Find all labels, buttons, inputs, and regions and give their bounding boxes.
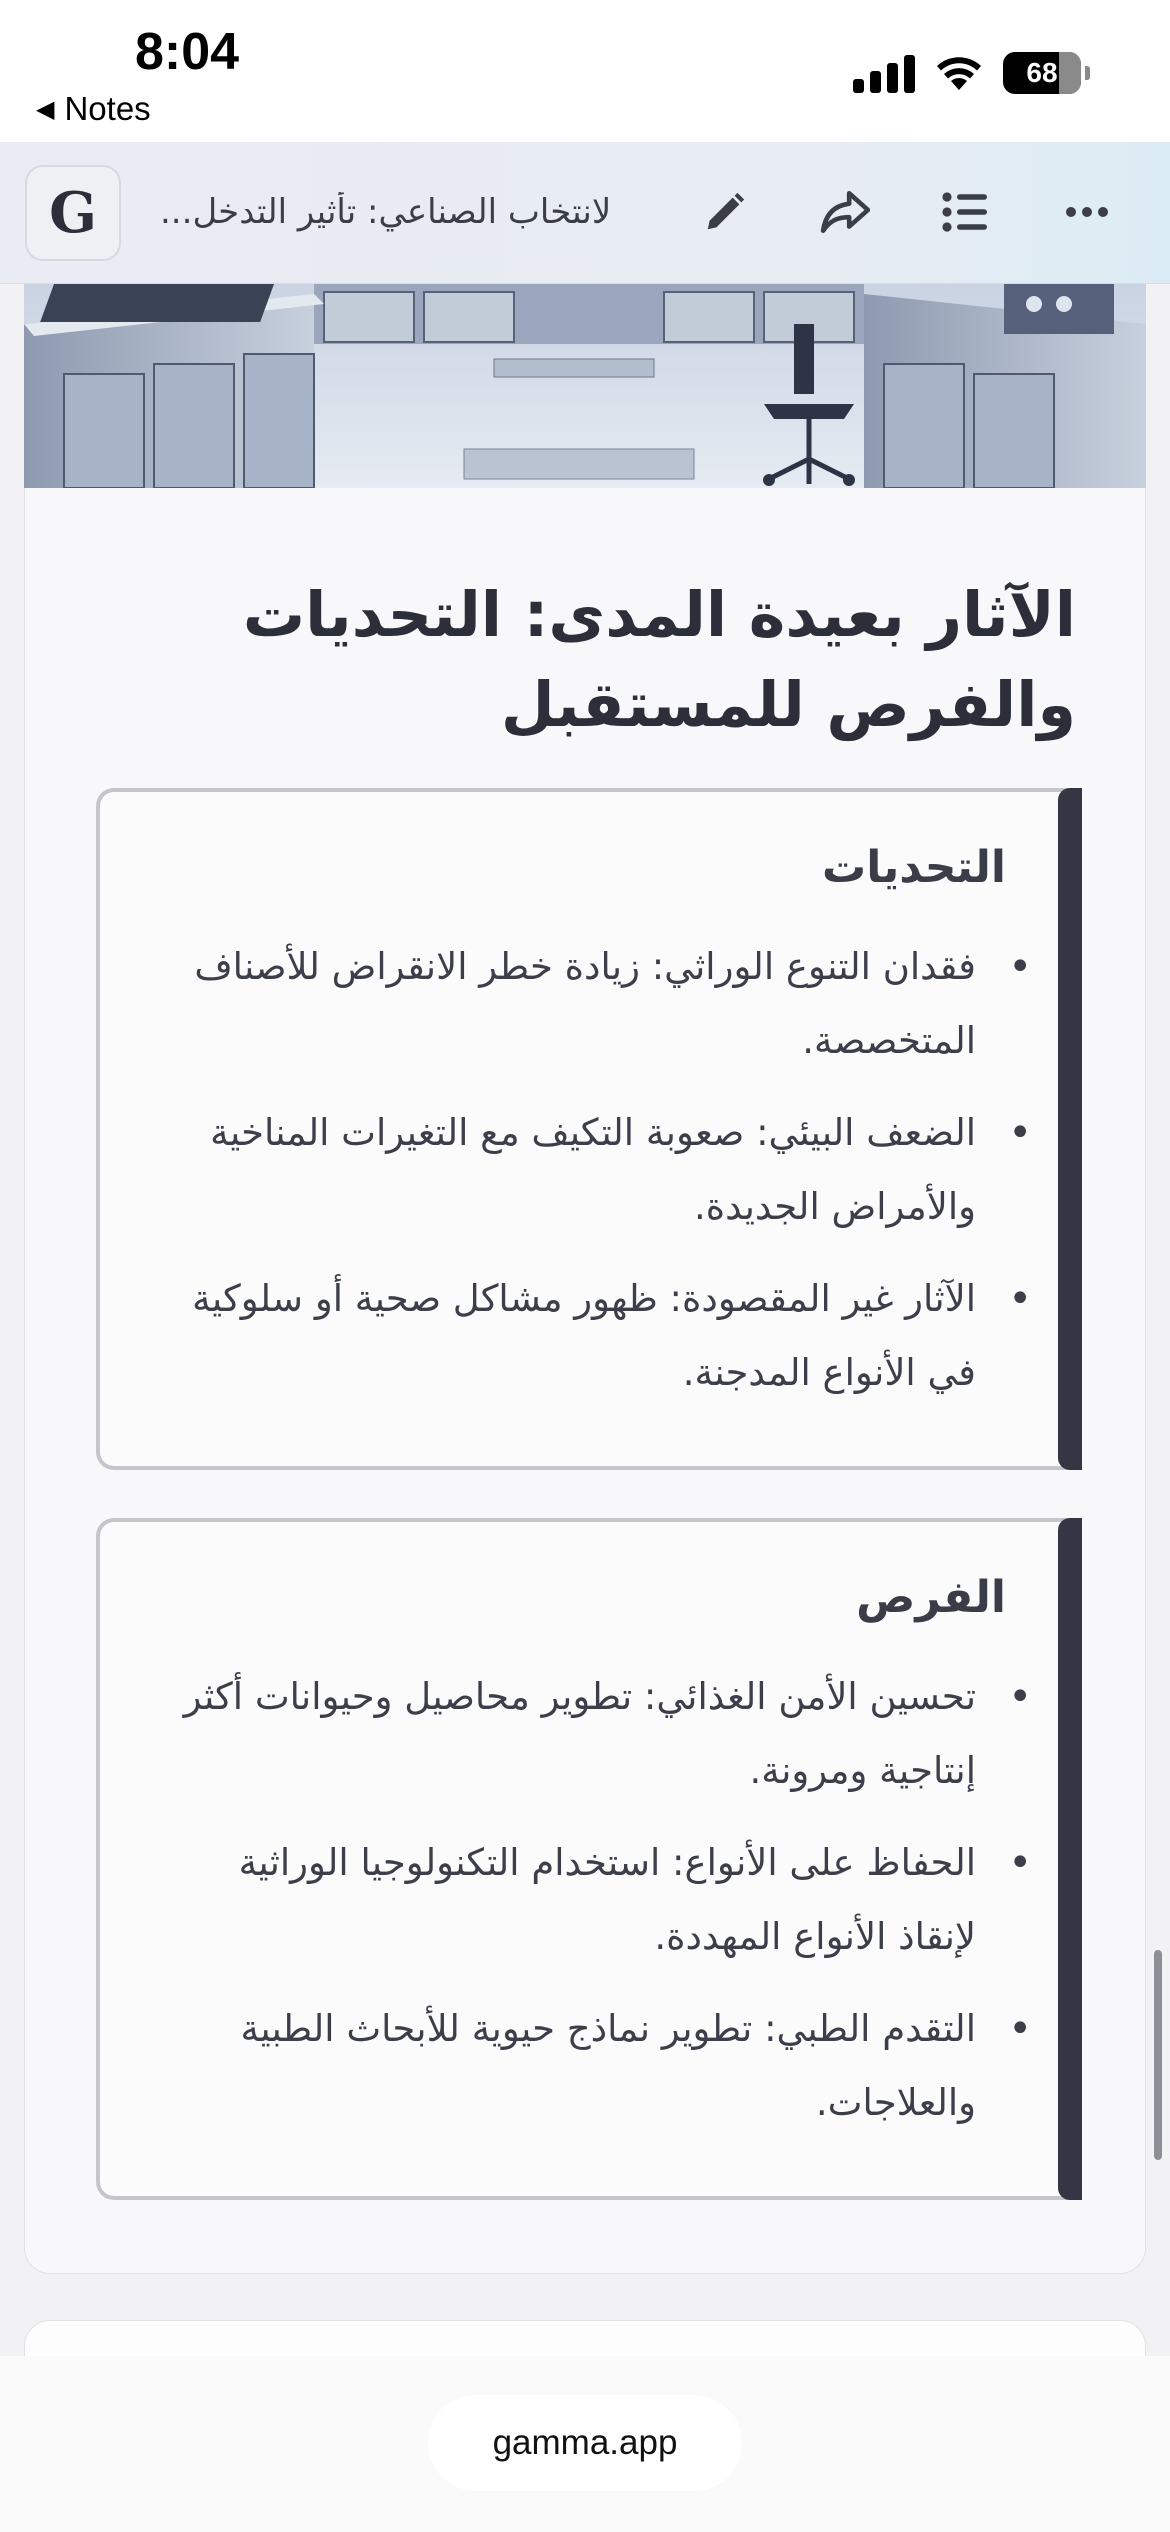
challenges-title: التحديات (822, 842, 1006, 893)
cellular-signal-icon (853, 53, 915, 93)
more-options-icon[interactable] (1057, 182, 1117, 242)
list-item: • الآثار غير المقصودة: ظهور مشاكل صحية أو سلوكية في الأنواع المدجنة. (176, 1262, 976, 1410)
laboratory-illustration-image (24, 284, 1146, 488)
list-item: • التقدم الطبي: تطوير نماذج حيوية للأبحاث الطبية والعلاجات. (176, 1992, 976, 2140)
clock: 8:04 (135, 23, 240, 81)
opportunities-box (96, 1518, 1080, 2200)
gamma-logo-button[interactable]: G (25, 165, 121, 261)
battery-nub (1085, 66, 1090, 80)
wifi-icon (935, 54, 983, 92)
opportunities-title: الفرص (856, 1572, 1006, 1623)
url-bar[interactable]: gamma.app (428, 2395, 742, 2491)
app-toolbar (0, 142, 1170, 284)
challenges-box (96, 788, 1080, 1470)
battery-icon (1003, 52, 1081, 94)
challenges-list (176, 930, 976, 1428)
status-icons (853, 52, 1090, 94)
list-item: • الحفاظ على الأنواع: استخدام التكنولوجيا الوراثية لإنقاذ الأنواع المهددة. (176, 1826, 976, 1974)
battery-level: 68 (1026, 57, 1058, 88)
edit-icon[interactable] (695, 182, 755, 242)
status-bar (0, 0, 1170, 142)
opportunities-list (176, 1660, 976, 2158)
document-title[interactable]: ...لانتخاب الصناعي: تأثير التدخل (160, 192, 612, 232)
list-item: • الضعف البيئي: صعوبة التكيف مع التغيرات المناخية والأمراض الجديدة. (176, 1096, 976, 1244)
scrollbar-thumb[interactable] (1154, 1950, 1162, 2160)
section-heading: الآثار بعيدة المدى: التحديات والفرص للمستقبل (242, 578, 1076, 741)
share-icon[interactable] (815, 182, 875, 242)
accent-bar (1058, 788, 1082, 1470)
back-to-notes-link[interactable] (36, 90, 151, 128)
list-item: • فقدان التنوع الوراثي: زيادة خطر الانقراض للأصناف المتخصصة. (176, 930, 976, 1078)
back-arrow-icon: ◀ (36, 95, 55, 123)
list-item: • تحسين الأمن الغذائي: تطوير محاصيل وحيوانات أكثر إنتاجية ومرونة. (176, 1660, 976, 1808)
outline-list-icon[interactable] (935, 182, 995, 242)
back-label: Notes (64, 90, 151, 127)
accent-bar (1058, 1518, 1082, 2200)
